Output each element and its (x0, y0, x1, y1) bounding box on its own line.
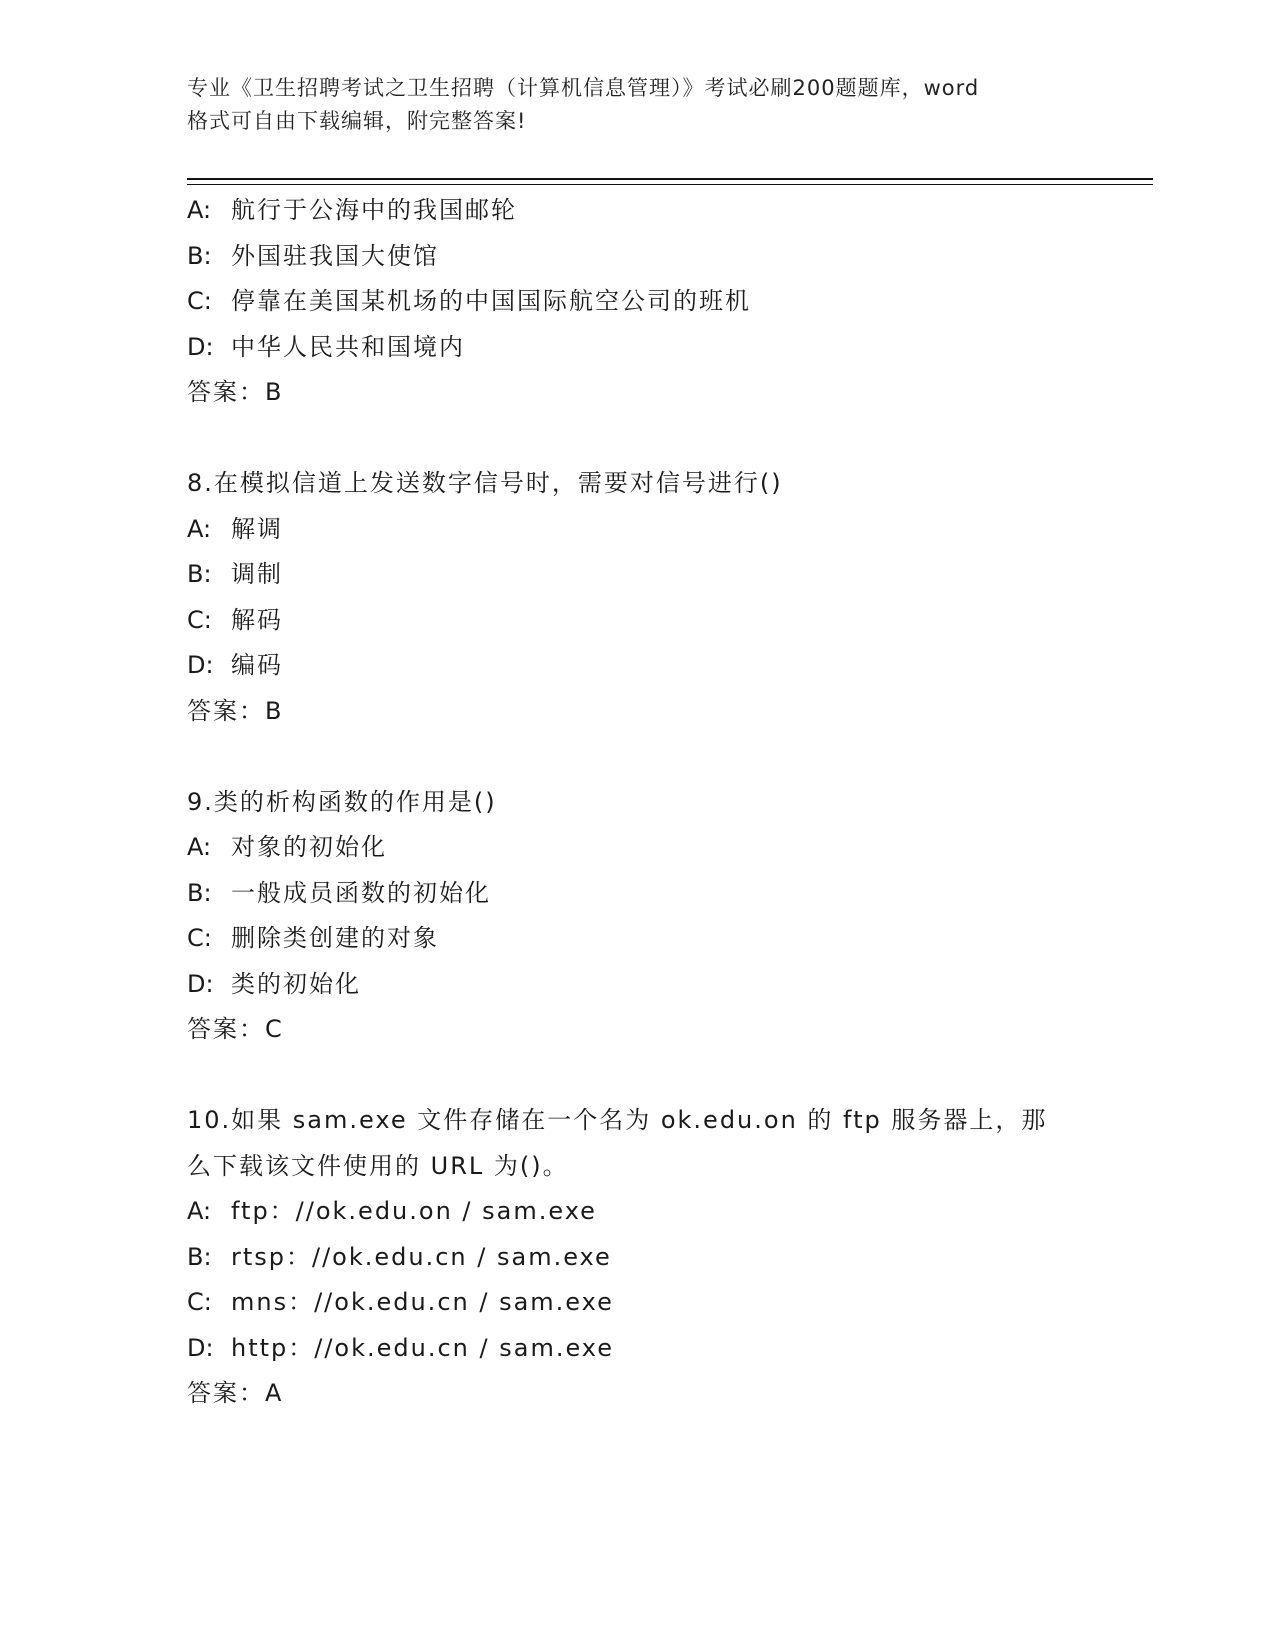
option-c (187, 598, 1187, 644)
option-d (187, 962, 1187, 1008)
option-d (187, 643, 1187, 689)
option-text: rtsp：//ok.edu.cn / sam.exe (231, 1242, 612, 1271)
option-text: 航行于公海中的我国邮轮 (231, 196, 517, 224)
option-key: D: (187, 1333, 214, 1362)
question-text-line-2: 么下载该文件使用的 URL 为()。 (187, 1151, 569, 1180)
option-text: 中华人民共和国境内 (231, 332, 465, 361)
question-10 (187, 1098, 1187, 1417)
option-text: mns：//ok.edu.cn / sam.exe (231, 1288, 614, 1316)
option-key: B: (187, 1242, 212, 1271)
option-text: 停靠在美国某机场的中国国际航空公司的班机 (231, 287, 751, 315)
option-key: A: (187, 514, 212, 543)
answer-label: 答案： (187, 1379, 265, 1407)
option-a (187, 825, 1187, 871)
spacer (187, 1053, 1187, 1099)
question-text: 8.在模拟信道上发送数字信号时，需要对信号进行() (187, 469, 783, 497)
answer-label: 答案： (187, 378, 265, 406)
option-b (187, 552, 1187, 598)
option-b (187, 1235, 1187, 1281)
option-c (187, 1280, 1187, 1326)
option-d (187, 325, 1187, 371)
spacer (187, 416, 1187, 462)
answer-line (187, 370, 1187, 416)
option-text: 调制 (231, 560, 283, 588)
option-key: B: (187, 241, 212, 270)
answer-value: B (265, 378, 282, 406)
option-c (187, 279, 1187, 325)
option-key: C: (187, 287, 212, 315)
option-key: A: (187, 196, 212, 224)
question-9 (187, 780, 1187, 1053)
option-b (187, 871, 1187, 917)
option-text: 删除类创建的对象 (231, 924, 439, 952)
option-key: B: (187, 878, 212, 907)
option-c (187, 916, 1187, 962)
spacer (187, 734, 1187, 780)
answer-line (187, 689, 1187, 735)
option-text: 解调 (231, 514, 283, 543)
document-header (187, 72, 1087, 138)
question-8 (187, 461, 1187, 734)
option-key: A: (187, 833, 212, 861)
answer-value: A (265, 1379, 282, 1407)
option-key: A: (187, 1197, 212, 1225)
answer-line (187, 1007, 1187, 1053)
option-text: http：//ok.edu.cn / sam.exe (231, 1333, 615, 1362)
answer-label: 答案： (187, 696, 265, 725)
option-text: 对象的初始化 (231, 833, 387, 861)
option-text: 类的初始化 (231, 969, 361, 998)
option-key: D: (187, 651, 214, 679)
question-list (187, 188, 1187, 1417)
answer-value: B (265, 696, 282, 725)
option-key: D: (187, 332, 214, 361)
option-key: D: (187, 969, 214, 998)
option-a (187, 507, 1187, 553)
option-text: 解码 (231, 605, 283, 634)
option-text: 一般成员函数的初始化 (231, 878, 491, 907)
option-text: ftp：//ok.edu.on / sam.exe (231, 1197, 597, 1225)
question-text: 9.类的析构函数的作用是() (187, 787, 497, 816)
option-key: C: (187, 924, 212, 952)
option-b (187, 234, 1187, 280)
option-a (187, 188, 1187, 234)
option-text: 编码 (231, 651, 283, 679)
answer-value: C (265, 1015, 282, 1043)
header-line-2: 格式可自由下载编辑，附完整答案! (187, 109, 527, 133)
answer-label: 答案： (187, 1015, 265, 1043)
option-key: C: (187, 605, 212, 634)
question-7 (187, 188, 1187, 416)
header-divider-thin (187, 184, 1153, 185)
header-line-1: 专业《卫生招聘考试之卫生招聘（计算机信息管理）》考试必刷200题题库，word (187, 76, 980, 100)
option-text: 外国驻我国大使馆 (231, 241, 439, 270)
header-divider-thick (187, 178, 1153, 180)
option-key: B: (187, 560, 212, 588)
option-key: C: (187, 1288, 212, 1316)
option-d (187, 1326, 1187, 1372)
question-text-line-1: 10.如果 sam.exe 文件存储在一个名为 ok.edu.on 的 ftp 服务器上，那 (187, 1106, 1048, 1134)
option-a (187, 1189, 1187, 1235)
answer-line (187, 1371, 1187, 1417)
